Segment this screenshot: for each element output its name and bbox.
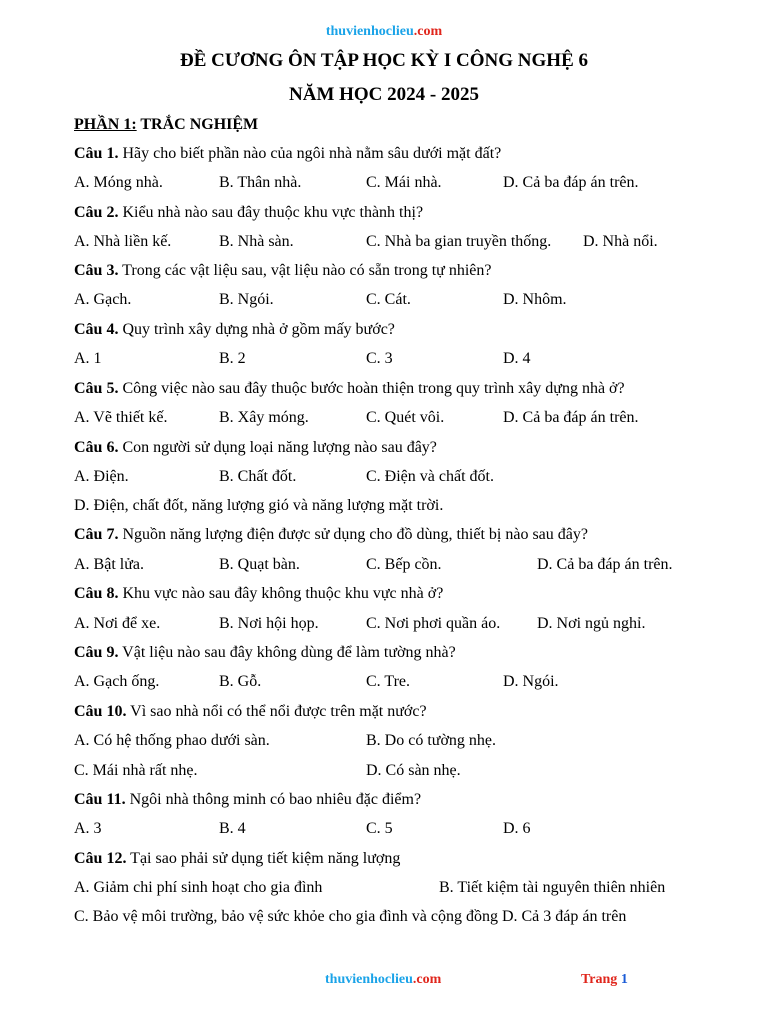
option: C. 3 <box>366 350 393 367</box>
option: C. Nơi phơi quần áo. <box>366 615 501 632</box>
option: D. Cả ba đáp án trên. <box>537 556 673 573</box>
question-1: Câu 1. Hãy cho biết phần nào của ngôi nhà nằm sâu dưới mặt đất? <box>74 145 502 162</box>
question-3: Câu 3. Trong các vật liệu sau, vật liệu nào có sẵn trong tự nhiên? <box>74 262 492 279</box>
option: A. Nơi để xe. <box>74 615 161 632</box>
option: B. 4 <box>219 820 246 837</box>
option: B. Nơi hội họp. <box>219 615 319 632</box>
option: C. Mái nhà rất nhẹ. <box>74 762 198 779</box>
footer-site-name: thuvienhoclieu.com <box>325 972 442 987</box>
question-12: Câu 12. Tại sao phải sử dụng tiết kiệm năng lượng <box>74 850 401 867</box>
option: B. Nhà sàn. <box>219 233 294 250</box>
option: C. Mái nhà. <box>366 174 442 191</box>
option: B. Chất đốt. <box>219 468 297 485</box>
option: A. Vẽ thiết kế. <box>74 409 168 426</box>
option: A. Gạch. <box>74 291 132 308</box>
option: B. 2 <box>219 350 246 367</box>
question-6: Câu 6. Con người sử dụng loại năng lượng nào sau đây? <box>74 439 437 456</box>
section-heading: PHẦN 1: TRẮC NGHIỆM <box>74 116 259 133</box>
option: D. Ngói. <box>503 673 559 690</box>
option: C. Bếp cồn. <box>366 556 442 573</box>
question-7: Câu 7. Nguồn năng lượng điện được sử dụng cho đồ dùng, thiết bị nào sau đây? <box>74 526 588 543</box>
option: D. Nơi ngủ nghỉ. <box>537 615 646 632</box>
option: B. Xây móng. <box>219 409 309 426</box>
school-year: NĂM HỌC 2024 - 2025 <box>289 84 479 105</box>
option: A. Bật lửa. <box>74 556 144 573</box>
question-2: Câu 2. Kiểu nhà nào sau đây thuộc khu vực thành thị? <box>74 204 424 221</box>
option: D. Nhà nổi. <box>583 233 658 250</box>
option: B. Thân nhà. <box>219 174 302 191</box>
option-6d: D. Điện, chất đốt, năng lượng gió và năng lượng mặt trời. <box>74 497 444 514</box>
question-4: Câu 4. Quy trình xây dựng nhà ở gồm mấy bước? <box>74 321 395 338</box>
option: C. Nhà ba gian truyền thống. <box>366 233 552 250</box>
question-8: Câu 8. Khu vực nào sau đây không thuộc khu vực nhà ở? <box>74 585 444 602</box>
option: A. 1 <box>74 350 102 367</box>
option: A. Giảm chi phí sinh hoạt cho gia đình <box>74 879 323 896</box>
header-site-name: thuvienhoclieu.com <box>325 24 443 39</box>
page-footer <box>0 972 768 992</box>
option: D. 6 <box>503 820 531 837</box>
page-number: Trang 1 <box>581 972 628 987</box>
option: D. Có sàn nhẹ. <box>366 762 461 779</box>
question-11: Câu 11. Ngôi nhà thông minh có bao nhiêu đặc điểm? <box>74 791 422 808</box>
option: D. 4 <box>503 350 531 367</box>
option: D. Nhôm. <box>503 291 567 308</box>
option: C. Quét vôi. <box>366 409 445 426</box>
option: B. Quạt bàn. <box>219 556 300 573</box>
option: B. Do có tường nhẹ. <box>366 732 497 749</box>
question-10: Câu 10. Vì sao nhà nổi có thể nổi được trên mặt nước? <box>74 703 427 720</box>
options-12b: C. Bảo vệ môi trường, bảo vệ sức khỏe cho gia đình và cộng đồng D. Cả 3 đáp án trên <box>74 908 627 925</box>
option: C. Cát. <box>366 291 411 308</box>
option: A. Nhà liền kế. <box>74 233 172 250</box>
option: B. Tiết kiệm tài nguyên thiên nhiên <box>439 879 666 896</box>
option: A. Điện. <box>74 468 129 485</box>
option: C. 5 <box>366 820 393 837</box>
option: B. Ngói. <box>219 291 274 308</box>
option: A. Móng nhà. <box>74 174 163 191</box>
option: C. Điện và chất đốt. <box>366 468 494 485</box>
option: D. Cả ba đáp án trên. <box>503 409 639 426</box>
question-5: Câu 5. Công việc nào sau đây thuộc bước hoàn thiện trong quy trình xây dựng nhà ở? <box>74 380 625 397</box>
option: A. 3 <box>74 820 102 837</box>
question-9: Câu 9. Vật liệu nào sau đây không dùng để làm tường nhà? <box>74 644 456 661</box>
option: D. Cả ba đáp án trên. <box>503 174 639 191</box>
option: A. Gạch ống. <box>74 673 160 690</box>
option: A. Có hệ thống phao dưới sàn. <box>74 732 270 749</box>
option: B. Gỗ. <box>219 673 262 690</box>
option: C. Tre. <box>366 673 411 690</box>
document-title: ĐỀ CƯƠNG ÔN TẬP HỌC KỲ I CÔNG NGHỆ 6 <box>180 50 588 71</box>
